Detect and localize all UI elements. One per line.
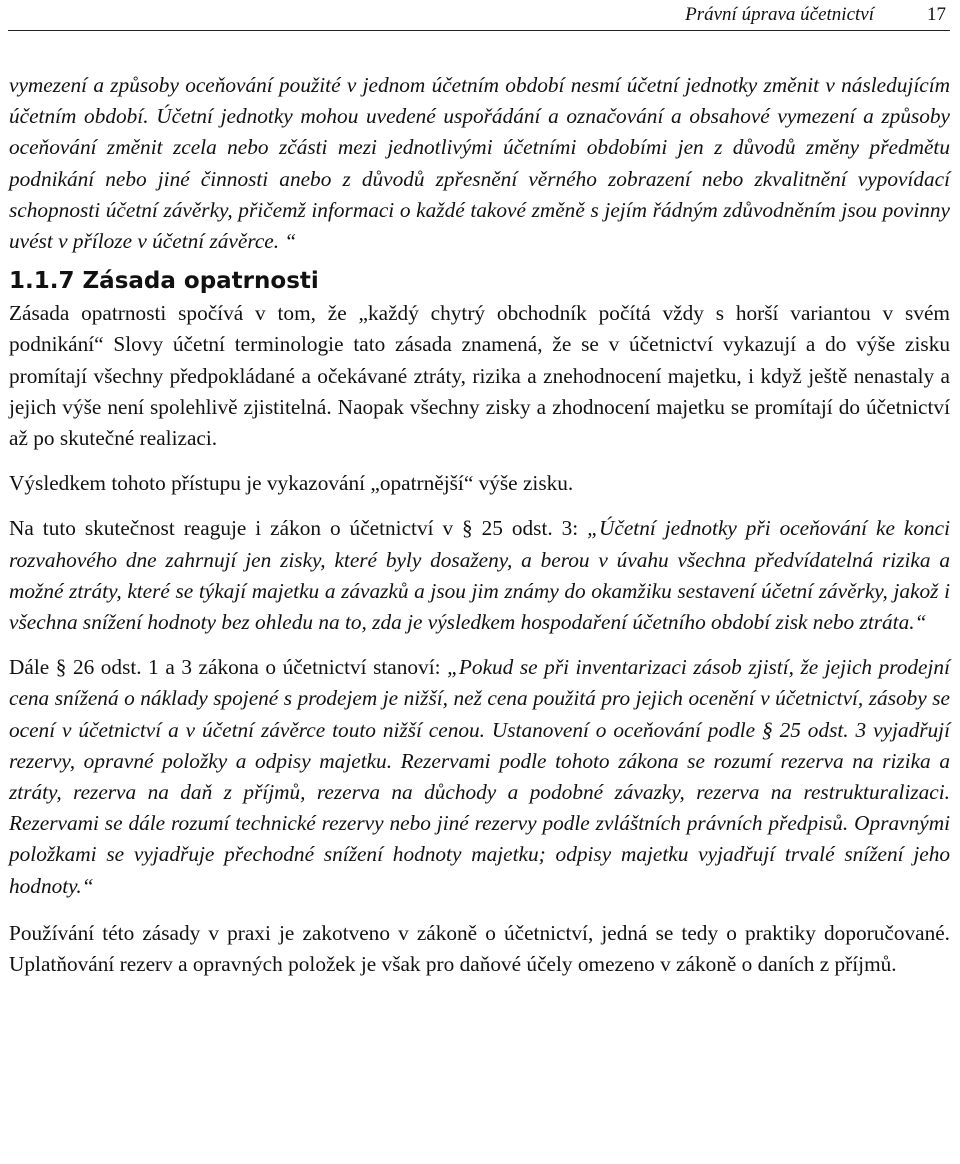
paragraph-practice: Používání této zásady v praxi je zakotveno v zákoně o účetnictví, jedná se tedy o praktiky doporučované. Uplatňování rezerv a opravných položek je však pro daňové účely omezeno v zákoně o daních z příjmů. bbox=[9, 920, 950, 977]
law-25-quote: „Účetní jednotky při oceňování ke konci rozvahového dne zahrnují jen zisky, které byly dosaženy, a berou v úvahu všechna předvídatelná rizika a možné ztráty, které se týkají majetku a závazků a jsou jim známy do okamžiku sestavení účetní závěrky, jakož i všechna snížení hodnoty bez ohledu na to, zda je výsledkem hospodaření účetního období zisk nebo ztráta.“ bbox=[9, 516, 951, 635]
section-heading: 1.1.7 Zásada opatrnosti bbox=[9, 268, 319, 295]
page-content bbox=[9, 70, 950, 980]
intro-paragraph bbox=[9, 70, 950, 257]
law-25-lead: Na tuto skutečnost reaguje i zákon o účetnictví v § 25 odst. 3: bbox=[9, 516, 588, 541]
paragraph-law-25 bbox=[9, 513, 950, 638]
law-26-quote: „Pokud se při inventarizaci zásob zjistí, že jejich prodejní cena snížená o náklady spojené s prodejem je nižší, než cena použitá pro jejich ocenění v účetnictví, zásoby se ocení v účetnictví a v účetní závěrce touto nižší cenou. Ustanovení o oceňování podle § 25 odst. 3 vyjadřují rezervy, opravné položky a odpisy majetku. Rezervami podle tohoto zákona se rozumí rezerva na rizika a ztráty, rezerva na daň z příjmů, rezerva na důchody a podobné závazky, rezerva na restrukturalizaci. Rezervami se dále rozumí technické rezervy nebo jiné rezervy podle zvláštních právních předpisů. Opravnými položkami se vyjadřuje přechodné snížení hodnoty majetku; odpisy majetku vyjadřují trvalé snížení jeho hodnoty.“ bbox=[9, 655, 950, 898]
intro-quote-text: vymezení a způsoby oceňování použité v jednom účetním období nesmí účetní jednotky změnit v následujícím účetním období. Účetní jednotky mohou uvedené uspořádání a označování a obsahové vymezení a způsoby oceňování změnit zcela nebo zčásti mezi jednotlivými účetními obdobími jen z důvodů změny předmětu podnikání nebo jiné činnosti anebo z důvodů zpřesnění věrného zobrazení nebo zkvalitnění vypovídací schopnosti účetní závěrky, přičemž informaci o každé takové změně s jejím řádným zdůvodněním jsou povinny uvést v příloze v účetní závěrce. “ bbox=[9, 73, 950, 254]
paragraph-result: Výsledkem tohoto přístupu je vykazování „opatrnější“ výše zisku. bbox=[9, 471, 574, 496]
paragraph-prudence-definition: Zásada opatrnosti spočívá v tom, že „každý chytrý obchodník počítá vždy s horší variantou v svém podnikání“ Slovy účetní terminologie tato zásada znamená, že se v účetnictví vykazují a do výše zisku promítají všechny předpokládané a očekávané ztráty, rizika a znehodnocení majetku, i když ještě nenastaly a jejich výše není spolehlivě zjistitelná. Naopak všechny zisky a zhodnocení majetku se promítají do účetnictví až po skutečné realizaci. bbox=[9, 301, 950, 451]
page-header bbox=[8, 0, 950, 31]
paragraph-law-26 bbox=[9, 652, 950, 902]
law-26-lead: Dále § 26 odst. 1 a 3 zákona o účetnictví stanoví: bbox=[9, 655, 448, 680]
running-title: Právní úprava účetnictví bbox=[685, 4, 874, 25]
page-number: 17 bbox=[927, 4, 946, 25]
